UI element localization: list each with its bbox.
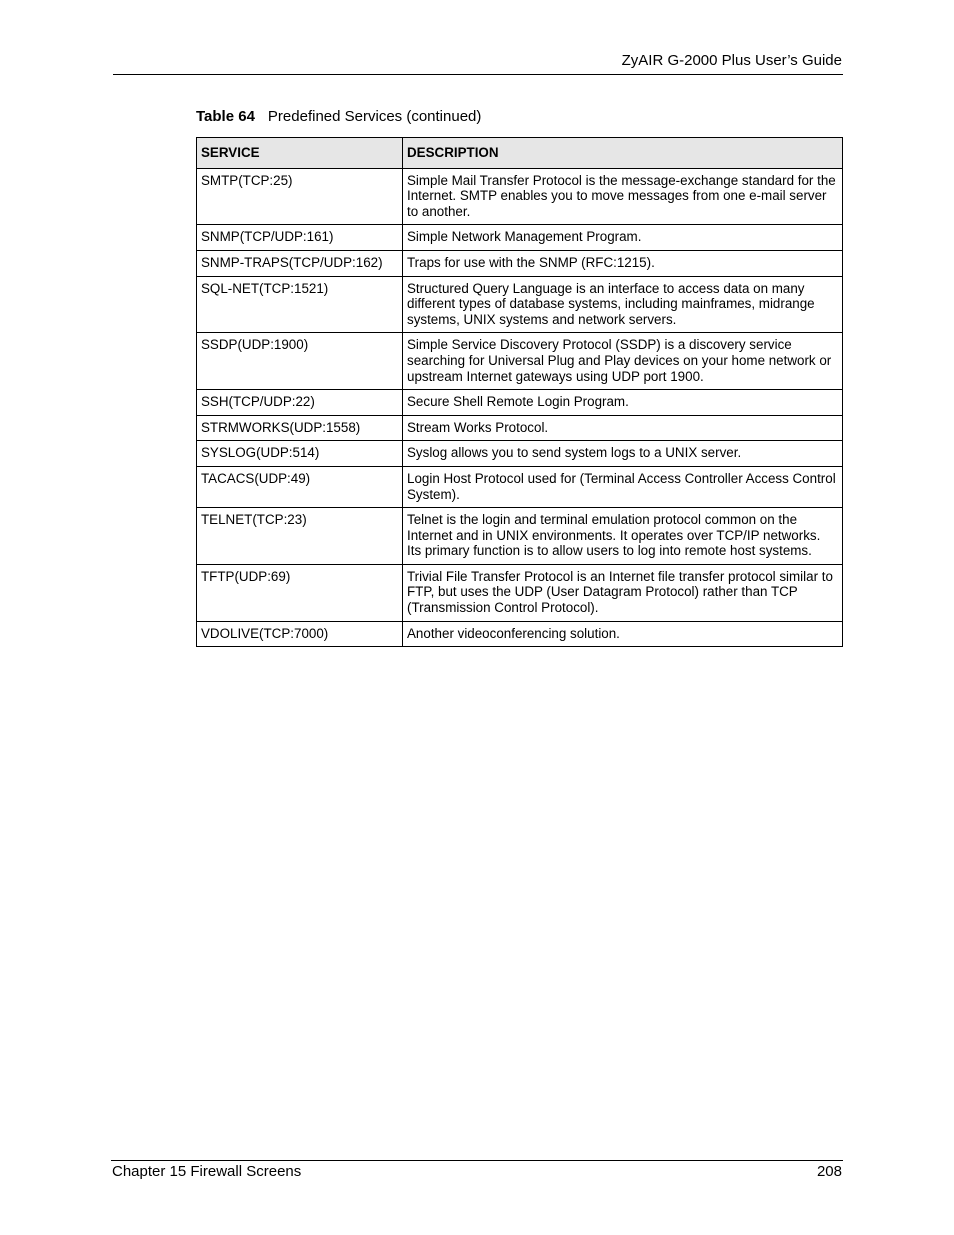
table-row xyxy=(197,466,843,507)
table-caption xyxy=(196,108,481,126)
table-row xyxy=(197,441,843,467)
service-cell: TACACS(UDP:49) xyxy=(197,466,403,507)
table-row xyxy=(197,621,843,647)
service-cell: SQL-NET(TCP:1521) xyxy=(197,276,403,333)
service-cell: VDOLIVE(TCP:7000) xyxy=(197,621,403,647)
table-caption-text: Predefined Services (continued) xyxy=(267,108,482,125)
predefined-services-table xyxy=(196,137,843,647)
service-cell: SSH(TCP/UDP:22) xyxy=(197,390,403,416)
table-row xyxy=(197,415,843,441)
description-cell: Another videoconferencing solution. xyxy=(403,621,843,647)
column-header-description: DESCRIPTION xyxy=(403,138,843,169)
table-row xyxy=(197,508,843,565)
table-row xyxy=(197,390,843,416)
service-cell: SMTP(TCP:25) xyxy=(197,168,403,225)
description-cell: Login Host Protocol used for (Terminal Access Controller Access Control System). xyxy=(403,466,843,507)
description-cell: Simple Mail Transfer Protocol is the message-exchange standard for the Internet. SMTP enables you to move messages from one e-mail server to another. xyxy=(403,168,843,225)
description-cell: Secure Shell Remote Login Program. xyxy=(403,390,843,416)
description-cell: Stream Works Protocol. xyxy=(403,415,843,441)
table-caption-label: Table 64 xyxy=(196,108,255,125)
service-cell: TFTP(UDP:69) xyxy=(197,564,403,621)
guide-title: ZyAIR G-2000 Plus User’s Guide xyxy=(621,52,842,69)
page-footer xyxy=(111,1160,843,1185)
service-cell: SNMP-TRAPS(TCP/UDP:162) xyxy=(197,250,403,276)
table-header-row xyxy=(197,138,843,169)
table-row xyxy=(197,564,843,621)
description-cell: Syslog allows you to send system logs to a UNIX server. xyxy=(403,441,843,467)
description-cell: Trivial File Transfer Protocol is an Internet file transfer protocol similar to FTP, but uses the UDP (User Datagram Protocol) rather than TCP (Transmission Control Protocol). xyxy=(403,564,843,621)
description-cell: Simple Service Discovery Protocol (SSDP) is a discovery service searching for Universal Plug and Play devices on your home network or upstream Internet gateways using UDP port 1900. xyxy=(403,333,843,390)
description-cell: Structured Query Language is an interface to access data on many different types of database systems, including mainframes, midrange systems, UNIX systems and network servers. xyxy=(403,276,843,333)
table-row xyxy=(197,250,843,276)
chapter-title: Chapter 15 Firewall Screens xyxy=(112,1163,302,1180)
page-number: 208 xyxy=(816,1163,842,1180)
column-header-service: SERVICE xyxy=(197,138,403,169)
table-row xyxy=(197,225,843,251)
description-cell: Telnet is the login and terminal emulation protocol common on the Internet and in UNIX environments. It operates over TCP/IP networks. Its primary function is to allow users to log into remote host systems. xyxy=(403,508,843,565)
service-cell: TELNET(TCP:23) xyxy=(197,508,403,565)
page-header xyxy=(113,50,843,75)
description-cell: Simple Network Management Program. xyxy=(403,225,843,251)
service-cell: SNMP(TCP/UDP:161) xyxy=(197,225,403,251)
service-cell: STRMWORKS(UDP:1558) xyxy=(197,415,403,441)
description-cell: Traps for use with the SNMP (RFC:1215). xyxy=(403,250,843,276)
table-row xyxy=(197,276,843,333)
service-cell: SYSLOG(UDP:514) xyxy=(197,441,403,467)
table-row xyxy=(197,333,843,390)
service-cell: SSDP(UDP:1900) xyxy=(197,333,403,390)
table-row xyxy=(197,168,843,225)
